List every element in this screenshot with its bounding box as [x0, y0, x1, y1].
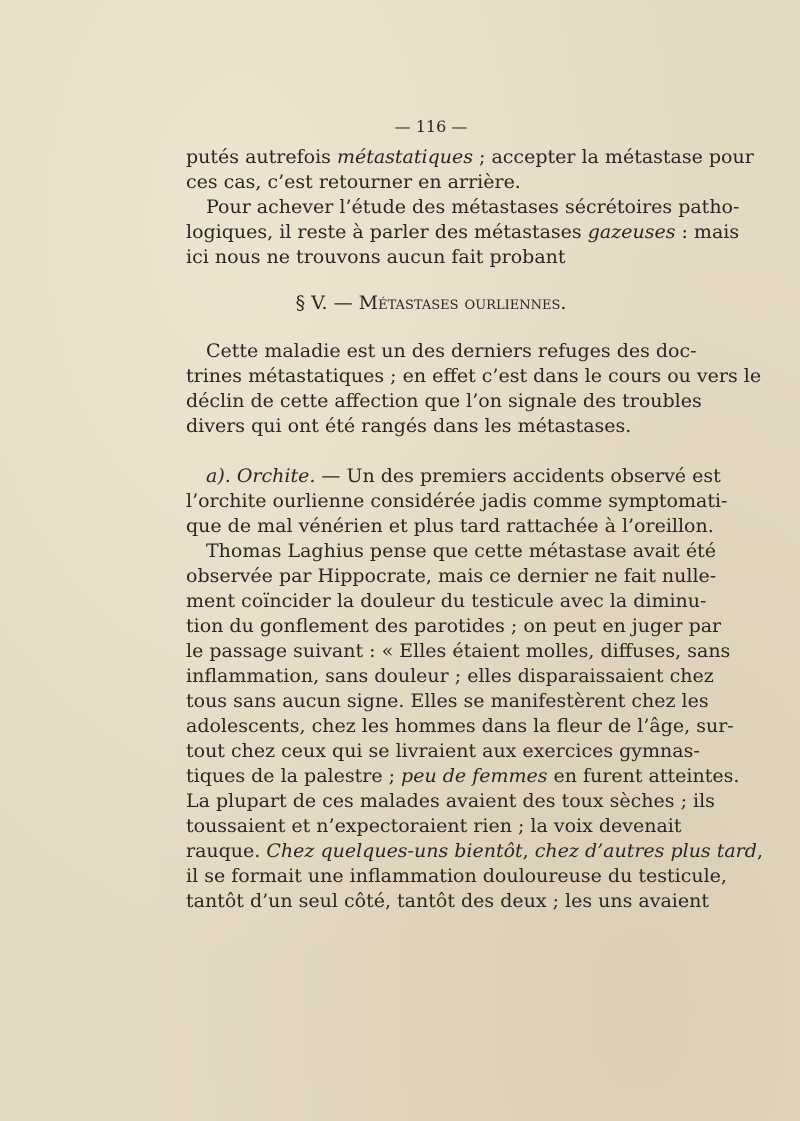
text-line: le passage suivant : « Elles étaient molles, diffuses, sans [186, 640, 731, 662]
text-line: ces cas, c’est retourner en arrière. [186, 171, 521, 193]
text-line: observée par Hippocrate, mais ce dernier ne fait nulle- [186, 565, 717, 587]
text-line: il se formait une inflammation douloureuse du testicule, [186, 865, 727, 887]
text-line: La plupart de ces malades avaient des toux sèches ; ils [186, 790, 715, 812]
text-line: ici nous ne trouvons aucun fait probant [186, 246, 566, 268]
text-line: a). Orchite. — Un des premiers accidents observé est [206, 465, 721, 487]
text-line: ment coïncider la douleur du testicule avec la diminu- [186, 590, 707, 612]
text-line: putés autrefois métastatiques ; accepter la métastase pour [186, 146, 754, 168]
text-line: que de mal vénérien et plus tard rattachée à l’oreillon. [186, 515, 714, 537]
page-number: — 116 — [394, 117, 468, 136]
text-line: Cette maladie est un des derniers refuges des doc- [206, 340, 697, 362]
text-line: toussaient et n’expectoraient rien ; la voix devenait [186, 815, 682, 837]
text-line: divers qui ont été rangés dans les métastases. [186, 415, 632, 437]
text-line: Pour achever l’étude des métastases sécrétoires patho- [206, 196, 740, 218]
text-line: trines métastatiques ; en effet c’est dans le cours ou vers le [186, 365, 762, 387]
paragraph-spacer [186, 439, 676, 464]
text-line: adolescents, chez les hommes dans la fleur de l’âge, sur- [186, 715, 734, 737]
text-line: inflammation, sans douleur ; elles disparaissaient chez [186, 665, 714, 687]
text-line: tous sans aucun signe. Elles se manifestèrent chez les [186, 690, 709, 712]
text-line: Thomas Laghius pense que cette métastase avait été [206, 540, 716, 562]
text-line: rauque. Chez quelques-uns bientôt, chez d’autres plus tard, [186, 840, 763, 862]
text-line: tantôt d’un seul côté, tantôt des deux ; les uns avaient [186, 890, 709, 912]
text-line: déclin de cette affection que l’on signale des troubles [186, 390, 702, 412]
text-line: l’orchite ourlienne considérée jadis comme symptomati- [186, 490, 728, 512]
text-line: logiques, il reste à parler des métastases gazeuses : mais [186, 221, 740, 243]
text-line: tout chez ceux qui se livraient aux exercices gymnas- [186, 740, 700, 762]
text-line: tion du gonflement des parotides ; on peut en juger par [186, 615, 722, 637]
section-heading: § V. — Métastases ourliennes. [295, 292, 567, 314]
text-line: tiques de la palestre ; peu de femmes en furent atteintes. [186, 765, 740, 787]
page-text-block [186, 114, 763, 914]
